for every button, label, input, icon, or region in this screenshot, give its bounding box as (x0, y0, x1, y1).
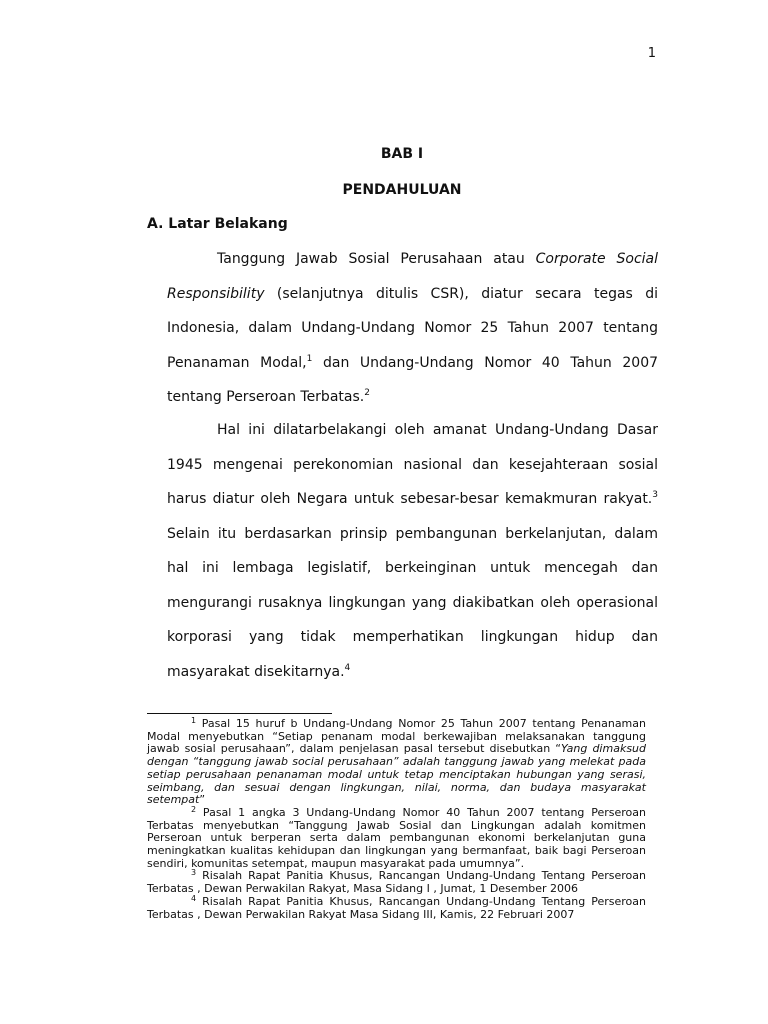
footnote-ref-1[interactable]: 1 (306, 353, 313, 364)
paragraph-1-italic-term: Corporate Social Responsibility (167, 251, 658, 302)
paragraph-2-part-2: Selain itu berdasarkan prinsip pembangunan berkelanjutan, dalam hal ini lembaga legislatif, berkeinginan untuk mencegah dan mengurangi rusaknya lingkungan yang diakibatkan oleh operasional korporasi yang tidak memperhatikan lingkungan hidup dan masyarakat disekitarnya. (167, 525, 658, 680)
paragraph-1-text (167, 242, 658, 415)
paragraph-2 (167, 413, 658, 689)
footnote-1-number: 1 (191, 716, 197, 725)
footnote-2-number: 2 (191, 804, 197, 814)
footnote-1 (147, 718, 646, 807)
paragraph-1-part-3: dan Undang-Undang Nomor 40 Tahun 2007 tentang Perseroan Terbatas. (167, 354, 659, 405)
paragraph-1 (167, 242, 658, 415)
footnote-1-text: Pasal 15 huruf b Undang-Undang Nomor 25 Tahun 2007 tentang Penanaman Modal menyebutkan “Setiap penanam modal berkewajiban melaksanakan tanggung jawab sosial perusahaan”, dalam penjelasan pasal tersebut disebutkan “ (147, 717, 646, 756)
page-number: 1 (647, 46, 656, 61)
paragraph-1-part-2: (selanjutnya ditulis CSR), diatur secara tegas di Indonesia, dalam Undang-Undang Nomor 25 Tahun 2007 tentang Penanaman Modal, (167, 285, 658, 371)
footnote-ref-4[interactable]: 4 (344, 662, 351, 673)
footnote-1-end: ” (199, 793, 206, 807)
footnote-ref-2[interactable]: 2 (364, 388, 370, 398)
paragraph-2-text (167, 413, 658, 689)
footnote-divider (147, 713, 332, 714)
footnotes (147, 718, 646, 921)
footnote-4-text: Risalah Rapat Panitia Khusus, Rancangan Undang-Undang Tentang Perseroan Terbatas , Dewan Perwakilan Rakyat Masa Sidang III, Kamis, 22 Februari 2007 (147, 894, 646, 921)
footnote-3-number: 3 (191, 868, 197, 878)
paragraph-2-part-1: Hal ini dilatarbelakangi oleh amanat Undang-Undang Dasar 1945 mengenai perekonomian nasional dan kesejahteraan sosial harus diatur oleh Negara untuk sebesar-besar kemakmuran rakyat. (167, 422, 658, 507)
chapter-title: PENDAHULUAN (342, 182, 462, 198)
footnote-3-text: Risalah Rapat Panitia Khusus, Rancangan Undang-Undang Tentang Perseroan Terbatas , Dewan Perwakilan Rakyat, Masa Sidang I , Jumat, 1 Desember 2006 (147, 869, 646, 896)
footnote-4-number: 4 (191, 893, 197, 903)
footnote-2 (147, 804, 646, 871)
footnote-ref-3[interactable]: 3 (652, 490, 658, 500)
footnote-3 (147, 870, 646, 895)
section-heading: A. Latar Belakang (147, 216, 288, 232)
chapter-label: BAB I (380, 146, 424, 162)
paragraph-1-part-1: Tanggung Jawab Sosial Perusahaan atau (217, 251, 536, 267)
footnote-1-italic: Yang dimaksud dengan “tanggung jawab social perusahaan” adalah tanggung jawab yang melekat pada setiap perusahaan penanaman modal untuk tetap menciptakan hubungan yang serasi, seimbang, dan sesuai dengan lingkungan, nilai, norma, dan budaya masyarakat setempat (147, 742, 647, 807)
footnote-2-text: Pasal 1 angka 3 Undang-Undang Nomor 40 Tahun 2007 tentang Perseroan Terbatas menyebutkan “Tanggung Jawab Sosial dan Lingkungan adalah komitmen Perseroan untuk berperan serta dalam pembangunan ekonomi berkelanjutan guna meningkatkan kualitas kehidupan dan lingkungan yang bermanfaat, baik bagi Perseroan sendiri, komunitas setempat, maupun masyarakat pada umumnya”. (147, 805, 646, 870)
footnote-4 (147, 893, 646, 921)
